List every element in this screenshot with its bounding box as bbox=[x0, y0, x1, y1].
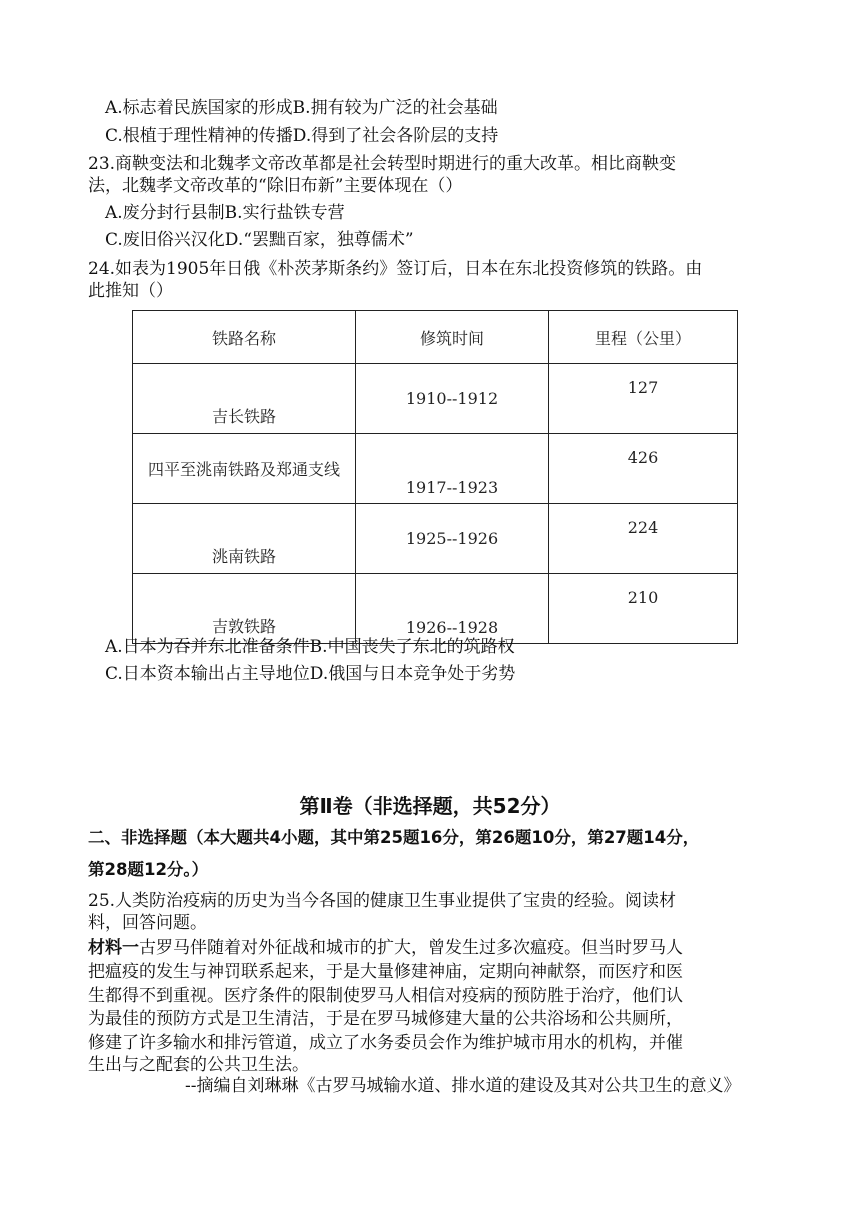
q25-material-line4: 为最佳的预防方式是卫生清洁，于是在罗马城修建大量的公共浴场和公共厕所， bbox=[88, 1009, 683, 1029]
q22-option-ab: A.标志着民族国家的形成B.拥有较为广泛的社会基础 bbox=[105, 98, 498, 118]
table-cell: 1910--1912 bbox=[356, 364, 549, 434]
table-cell: 四平至洮南铁路及郑通支线 bbox=[133, 434, 356, 504]
q24-option-ab: A.日本为吞并东北准备条件B.中国丧失了东北的筑路权 bbox=[105, 637, 515, 657]
table-header-cell: 修筑时间 bbox=[356, 311, 549, 364]
table-cell: 127 bbox=[549, 364, 738, 434]
q25-stem-line2: 料，回答问题。 bbox=[88, 913, 207, 933]
q24-stem-line1: 24.如表为1905年日俄《朴茨茅斯条约》签订后，日本在东北投资修筑的铁路。由 bbox=[88, 259, 703, 279]
q25-material-line1 bbox=[88, 937, 683, 960]
table-row bbox=[133, 434, 738, 504]
table-cell: 210 bbox=[549, 574, 738, 644]
q25-material-line5: 修建了许多输水和排污管道，成立了水务委员会作为维护城市用水的机构，并催 bbox=[88, 1033, 683, 1053]
table-cell: 1925--1926 bbox=[356, 504, 549, 574]
table-header-row bbox=[133, 311, 738, 364]
part2-title: 第Ⅱ卷（非选择题，共52分） bbox=[299, 794, 561, 818]
table-cell: 1926--1928 bbox=[356, 574, 549, 644]
table-cell: 426 bbox=[549, 434, 738, 504]
railway-table bbox=[132, 310, 738, 644]
table-cell: 224 bbox=[549, 504, 738, 574]
q23-stem-line2: 法，北魏孝文帝改革的“除旧布新”主要体现在（） bbox=[88, 176, 463, 196]
q24-option-cd: C.日本资本输出占主导地位D.俄国与日本竞争处于劣势 bbox=[105, 664, 516, 684]
table-row bbox=[133, 574, 738, 644]
q25-material-line2: 把瘟疫的发生与神罚联系起来，于是大量修建神庙，定期向神献祭，而医疗和医 bbox=[88, 962, 683, 982]
material-label: 材料一 bbox=[88, 938, 139, 958]
q23-option-ab: A.废分封行县制B.实行盐铁专营 bbox=[105, 203, 345, 223]
q25-material-line3: 生都得不到重视。医疗条件的限制使罗马人相信对疫病的预防胜于治疗，他们认 bbox=[88, 986, 683, 1006]
table-cell: 洮南铁路 bbox=[133, 504, 356, 574]
q22-option-cd: C.根植于理性精神的传播D.得到了社会各阶层的支持 bbox=[105, 126, 499, 146]
q24-stem-line2: 此推知（） bbox=[88, 281, 173, 301]
q25-source: --摘编自刘琳琳《古罗马城输水道、排水道的建设及其对公共卫生的意义》 bbox=[185, 1076, 741, 1096]
table-row bbox=[133, 364, 738, 434]
part2-heading-line1: 二、非选择题（本大题共4小题，其中第25题16分，第26题10分，第27题14分， bbox=[88, 828, 700, 847]
q23-option-cd: C.废旧俗兴汉化D.“罢黜百家，独尊儒术” bbox=[105, 230, 414, 250]
q23-stem-line1: 23.商鞅变法和北魏孝文帝改革都是社会转型时期进行的重大改革。相比商鞅变 bbox=[88, 154, 677, 174]
table-cell: 吉长铁路 bbox=[133, 364, 356, 434]
part2-heading-line2: 第28题12分。） bbox=[88, 860, 209, 879]
table-header-cell: 铁路名称 bbox=[133, 311, 356, 364]
material-text: 古罗马伴随着对外征战和城市的扩大，曾发生过多次瘟疫。但当时罗马人 bbox=[139, 938, 683, 958]
table-header-cell: 里程（公里） bbox=[549, 311, 738, 364]
table-cell: 1917--1923 bbox=[356, 434, 549, 504]
table-row bbox=[133, 504, 738, 574]
table-cell: 吉敦铁路 bbox=[133, 574, 356, 644]
q25-stem-line1: 25.人类防治疫病的历史为当今各国的健康卫生事业提供了宝贵的经验。阅读材 bbox=[88, 891, 677, 911]
q25-material-line6: 生出与之配套的公共卫生法。 bbox=[88, 1055, 309, 1075]
